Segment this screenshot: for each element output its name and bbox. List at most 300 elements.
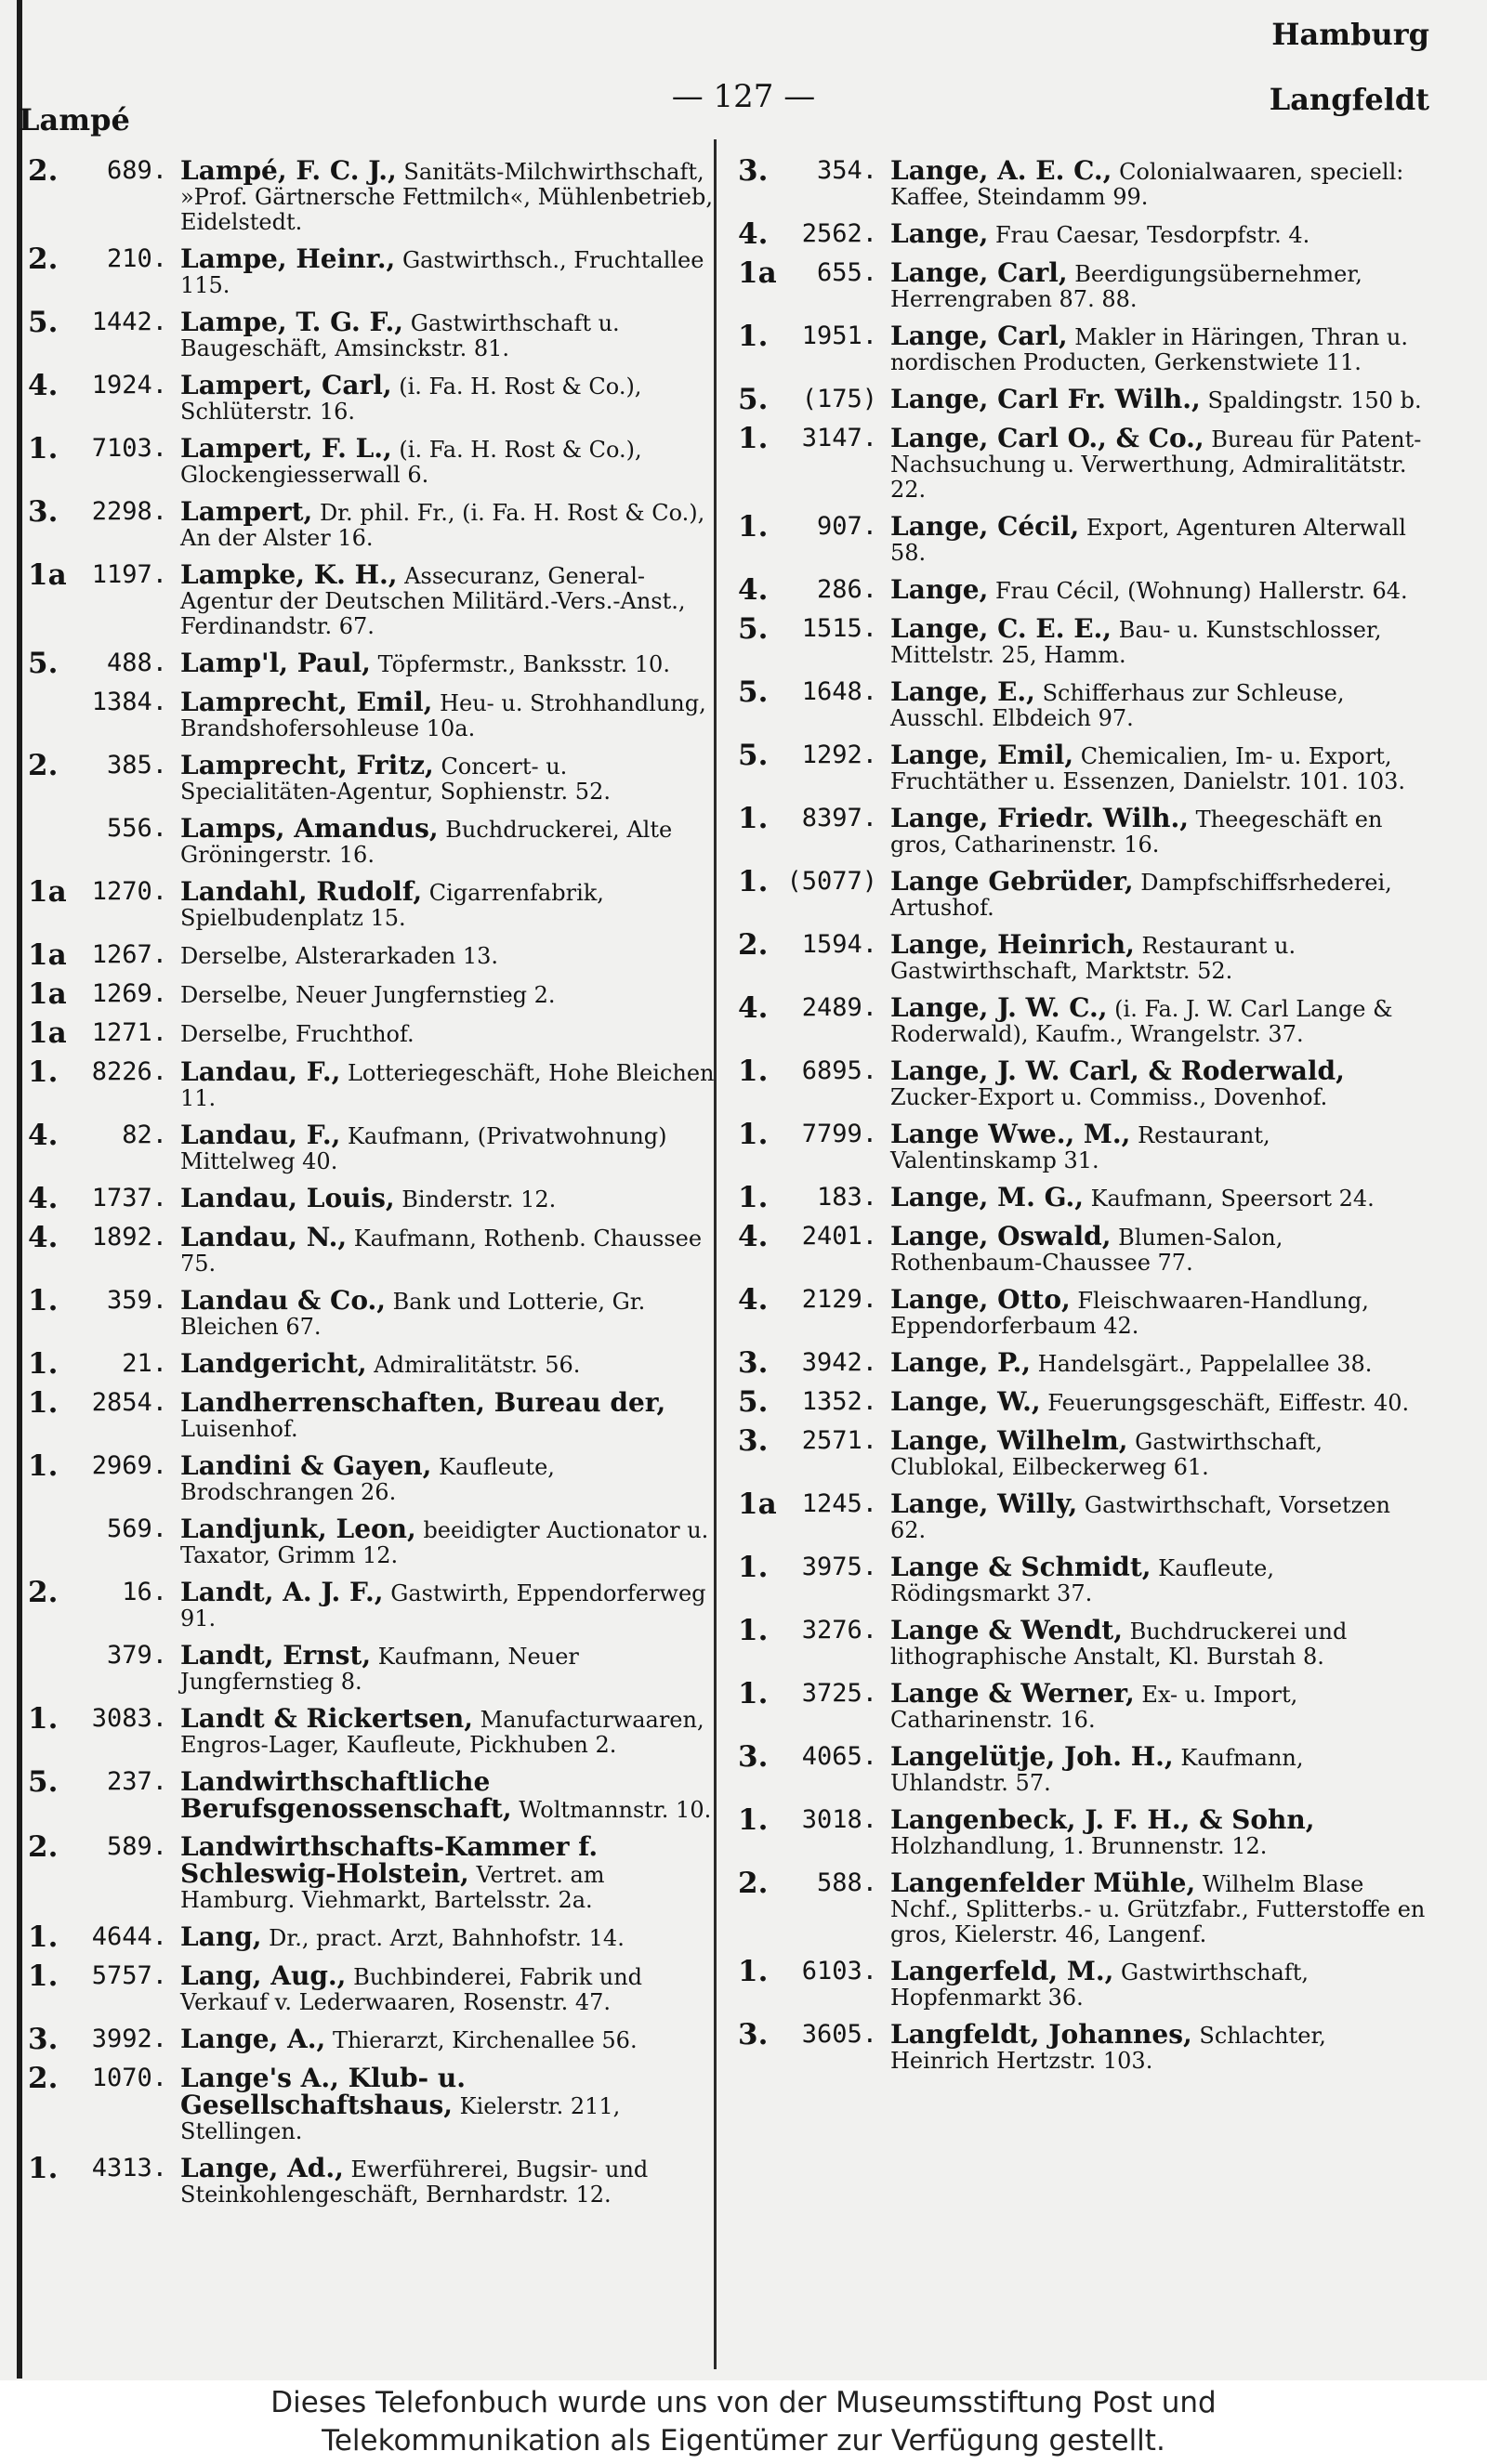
right-column <box>738 156 1426 2083</box>
entry-text <box>890 1553 1426 1606</box>
entry-text <box>890 1285 1426 1339</box>
entry-detail: Restaurant, Valentinskamp 31. <box>890 1122 1270 1173</box>
exchange-code: 3. <box>738 154 769 188</box>
page-number: — 127 — <box>671 78 816 115</box>
entry-name: Lange, Emil, <box>890 740 1074 770</box>
phone-number: 4065. <box>801 1742 877 1771</box>
directory-entry <box>28 1922 716 1952</box>
directory-entry <box>738 1222 1426 1276</box>
directory-entry <box>28 649 716 678</box>
entry-text <box>180 1286 716 1340</box>
entry-text <box>890 867 1426 921</box>
entry-name: Lampe, T. G. F., <box>180 307 404 337</box>
phone-number: 1951. <box>801 321 877 350</box>
entry-text <box>890 1348 1426 1377</box>
directory-entry <box>738 512 1426 566</box>
directory-entry <box>738 1056 1426 1110</box>
entry-text <box>180 1223 716 1277</box>
exchange-code: 1. <box>738 320 769 353</box>
header-left-keyword: Lampé <box>19 102 130 138</box>
entry-text <box>890 1426 1426 1480</box>
exchange-code: 2. <box>28 2062 59 2095</box>
directory-entry <box>28 940 716 970</box>
entry-detail: (i. Fa. H. Rost & Co.), Schlüterstr. 16. <box>180 374 642 425</box>
entry-name: Lange, Carl O., & Co., <box>890 423 1204 453</box>
entry-detail: (i. Fa. J. W. Carl Lange & Roderwald), Kaufm., Wrangelstr. 37. <box>890 996 1393 1047</box>
directory-entry <box>28 371 716 425</box>
entry-detail: Colonialwaaren, speciell: Kaffee, Steindamm 99. <box>890 159 1404 210</box>
entry-name: Lampe, Heinr., <box>180 243 396 274</box>
phone-number: 655. <box>816 258 877 287</box>
exchange-code: 2. <box>28 1576 59 1609</box>
scan-edge <box>17 0 22 2379</box>
entry-text <box>180 497 716 551</box>
entry-detail: Bank und Lotterie, Gr. Bleichen 67. <box>180 1289 646 1340</box>
phone-number: 3018. <box>801 1805 877 1834</box>
exchange-code: 1a <box>738 1488 777 1521</box>
phone-number: 1737. <box>91 1184 167 1212</box>
entry-text <box>180 751 716 805</box>
exchange-code: 4. <box>28 369 59 402</box>
directory-entry <box>28 1767 716 1823</box>
directory-entry <box>738 1868 1426 1947</box>
entry-name: Lamps, Amandus, <box>180 813 439 844</box>
entry-detail: Blumen-Salon, Rothenbaum-Chaussee 77. <box>890 1225 1283 1276</box>
entry-name: Lang, <box>180 1921 262 1952</box>
phone-number: 1197. <box>91 560 167 589</box>
exchange-code: 1a <box>28 977 67 1011</box>
exchange-code: 2. <box>738 1867 769 1900</box>
directory-entry <box>738 1616 1426 1670</box>
entry-text <box>890 1957 1426 2011</box>
directory-entry <box>28 2064 716 2144</box>
directory-entry <box>28 1832 716 1913</box>
directory-entry <box>738 575 1426 605</box>
entry-detail: Thierarzt, Kirchenallee 56. <box>332 2027 638 2053</box>
header-right-keyword: Langfeldt <box>1269 82 1429 117</box>
phone-number: 1892. <box>91 1223 167 1252</box>
entry-detail: Kaufmann, Uhlandstr. 57. <box>890 1745 1304 1796</box>
exchange-code: 1. <box>738 1955 769 1988</box>
exchange-code: 5. <box>738 383 769 416</box>
entry-name: Langenfelder Mühle, <box>890 1868 1196 1898</box>
phone-number: 1442. <box>91 308 167 336</box>
phone-number: 8226. <box>91 1057 167 1086</box>
directory-entry <box>28 1184 716 1213</box>
entry-detail: Wilhelm Blase Nchf., Splitterbs.- u. Grützfabr., Futterstoffe en gros, Kielerstr. 46, Langenf. <box>890 1871 1426 1947</box>
page-header <box>0 0 1487 139</box>
entry-text <box>890 1742 1426 1796</box>
exchange-code: 3. <box>28 2023 59 2056</box>
entry-text <box>890 804 1426 858</box>
phone-number: (5077) <box>786 867 877 896</box>
entry-detail: Derselbe, Neuer Jungfernstieg 2. <box>180 982 556 1008</box>
directory-entry <box>28 156 716 235</box>
directory-entry <box>28 1349 716 1379</box>
phone-number: 907. <box>816 512 877 541</box>
exchange-code: 3. <box>28 495 59 529</box>
directory-entry <box>28 244 716 298</box>
entry-name: Lange Gebrüder, <box>890 866 1134 897</box>
entry-text <box>890 741 1426 794</box>
entry-detail: Ex- u. Import, Catharinenstr. 16. <box>890 1682 1298 1733</box>
entry-text <box>180 1514 716 1568</box>
phone-number: (175) <box>801 385 877 413</box>
footer-notice <box>0 2380 1487 2464</box>
exchange-code: 1. <box>738 865 769 898</box>
exchange-code: 5. <box>738 612 769 646</box>
entry-detail: Derselbe, Alsterarkaden 13. <box>180 943 499 969</box>
directory-entry <box>738 1183 1426 1212</box>
entry-name: Lange's A., Klub- u. Gesellschaftshaus, <box>180 2063 467 2120</box>
directory-entry <box>738 930 1426 984</box>
exchange-code: 1. <box>738 1118 769 1151</box>
directory-entry <box>28 1451 716 1505</box>
entry-text <box>890 1387 1426 1416</box>
entry-detail: Buchbinderei, Fabrik und Verkauf v. Lederwaaren, Rosenstr. 47. <box>180 1964 643 2015</box>
header-city: Hamburg <box>1271 17 1429 52</box>
entry-detail: Woltmannstr. 10. <box>519 1797 712 1823</box>
entry-name: Lange, Heinrich, <box>890 929 1135 960</box>
entry-detail: Sanitäts-Milchwirthschaft, »Prof. Gärtnersche Fettmilch«, Mühlenbetrieb, Eidelstedt. <box>180 159 713 235</box>
phone-number: 7103. <box>91 434 167 463</box>
entry-detail: Schlachter, Heinrich Hertzstr. 103. <box>890 2023 1326 2074</box>
directory-entry <box>738 258 1426 312</box>
entry-detail: (i. Fa. H. Rost & Co.), Glockengiesserwall 6. <box>180 437 642 488</box>
directory-entry <box>738 867 1426 921</box>
phone-number: 689. <box>106 156 167 185</box>
entry-detail: Frau Caesar, Tesdorpfstr. 4. <box>994 222 1310 248</box>
directory-entry <box>738 1805 1426 1859</box>
phone-number: 16. <box>122 1578 167 1606</box>
phone-number: 1648. <box>801 677 877 706</box>
entry-text <box>180 156 716 235</box>
entry-name: Lange & Wendt, <box>890 1615 1123 1645</box>
exchange-code: 3. <box>738 1740 769 1774</box>
entry-text <box>180 1018 716 1047</box>
exchange-code: 5. <box>738 675 769 709</box>
entry-text <box>180 979 716 1008</box>
phone-number: 488. <box>106 649 167 677</box>
directory-entry <box>738 1387 1426 1417</box>
phone-number: 354. <box>816 156 877 185</box>
entry-detail: Töpfermstr., Banksstr. 10. <box>377 651 670 677</box>
phone-number: 4644. <box>91 1922 167 1951</box>
entry-name: Lamprecht, Emil, <box>180 687 433 717</box>
entry-text <box>890 512 1426 566</box>
entry-name: Langenbeck, J. F. H., & Sohn, <box>890 1804 1315 1835</box>
entry-detail: Assecuranz, General-Agentur der Deutschen Militärd.-Vers.-Anst., Ferdinandstr. 67. <box>180 563 686 639</box>
entry-detail: Kaufmann, Rothenb. Chaussee 75. <box>180 1225 703 1277</box>
phone-number: 3942. <box>801 1348 877 1377</box>
phone-number: 2129. <box>801 1285 877 1314</box>
entry-text <box>180 244 716 298</box>
entry-detail: Derselbe, Fruchthof. <box>180 1021 415 1047</box>
entry-text <box>180 1704 716 1758</box>
entry-text <box>180 877 716 931</box>
entry-text <box>180 560 716 639</box>
phone-number: 3083. <box>91 1704 167 1733</box>
directory-entry <box>28 1388 716 1442</box>
entry-text <box>180 940 716 969</box>
entry-text <box>180 814 716 868</box>
entry-name: Lange, J. W. C., <box>890 992 1108 1023</box>
entry-name: Lange, E., <box>890 676 1035 707</box>
entry-name: Lange, C. E. E., <box>890 613 1112 644</box>
directory-entry <box>28 1641 716 1695</box>
phone-number: 2969. <box>91 1451 167 1480</box>
exchange-code: 4. <box>738 573 769 607</box>
directory-entry <box>738 1553 1426 1606</box>
directory-entry <box>28 814 716 868</box>
phone-number: 21. <box>122 1349 167 1378</box>
entry-name: Lange, Friedr. Wilh., <box>890 803 1190 833</box>
directory-entry <box>28 979 716 1009</box>
phone-number: 385. <box>106 751 167 780</box>
exchange-code: 1. <box>28 1449 59 1483</box>
exchange-code: 5. <box>28 1765 59 1799</box>
phone-number: 3725. <box>801 1679 877 1708</box>
phone-number: 588. <box>816 1868 877 1897</box>
phone-number: 1594. <box>801 930 877 959</box>
exchange-code: 1. <box>738 1677 769 1710</box>
directory-entry <box>738 1348 1426 1378</box>
phone-number: 2401. <box>801 1222 877 1251</box>
exchange-code: 3. <box>738 1346 769 1380</box>
phone-number: 8397. <box>801 804 877 832</box>
phone-number: 1269. <box>91 979 167 1008</box>
entry-text <box>890 993 1426 1047</box>
phone-number: 1267. <box>91 940 167 969</box>
phone-number: 3975. <box>801 1553 877 1581</box>
entry-detail: Cigarrenfabrik, Spielbudenplatz 15. <box>180 880 604 931</box>
exchange-code: 1a <box>28 1016 67 1050</box>
entry-text <box>890 1489 1426 1543</box>
exchange-code: 2. <box>28 749 59 782</box>
entry-name: Lampé, F. C. J., <box>180 155 397 186</box>
directory-entry <box>738 424 1426 503</box>
entry-detail: Bau- u. Kunstschlosser, Mittelstr. 25, Hamm. <box>890 617 1382 668</box>
entry-detail: Admiralitätstr. 56. <box>374 1352 581 1378</box>
entry-detail: Binderstr. 12. <box>401 1186 557 1212</box>
entry-text <box>890 1868 1426 1947</box>
entry-detail: Spaldingstr. 150 b. <box>1207 387 1422 413</box>
entry-detail: Dr., pract. Arzt, Bahnhofstr. 14. <box>269 1925 625 1951</box>
entry-detail: Lotteriegeschäft, Hohe Bleichen 11. <box>180 1060 715 1111</box>
directory-entry <box>28 1514 716 1568</box>
entry-text <box>180 371 716 425</box>
phone-number: 6895. <box>801 1056 877 1085</box>
entry-name: Langfeldt, Johannes, <box>890 2019 1192 2050</box>
directory-entry <box>738 1285 1426 1339</box>
entry-text <box>890 1222 1426 1276</box>
directory-entry <box>738 677 1426 731</box>
entry-text <box>890 1805 1426 1859</box>
exchange-code: 1. <box>28 1702 59 1736</box>
entry-detail: Kielerstr. 211, Stellingen. <box>180 2093 621 2144</box>
exchange-code: 1. <box>738 1803 769 1837</box>
entry-detail: Kaufleute, Brodschrangen 26. <box>180 1454 555 1505</box>
exchange-code: 1. <box>738 1181 769 1214</box>
exchange-code: 4. <box>28 1119 59 1152</box>
left-column <box>28 156 716 2217</box>
entry-detail: Luisenhof. <box>180 1416 298 1442</box>
entry-name: Lange, M. G., <box>890 1182 1084 1212</box>
directory-entry <box>28 1961 716 2015</box>
exchange-code: 5. <box>738 1385 769 1419</box>
phone-number: 2854. <box>91 1388 167 1417</box>
phone-number: 237. <box>106 1767 167 1796</box>
directory-entry <box>738 219 1426 249</box>
entry-detail: Feuerungsgeschäft, Eiffestr. 40. <box>1047 1390 1410 1416</box>
entry-detail: Gastwirthsch., Fruchtallee 115. <box>180 247 704 298</box>
entry-name: Lange, Wilhelm, <box>890 1425 1128 1456</box>
entry-detail: Kaufmann, (Privatwohnung) Mittelweg 40. <box>180 1123 667 1174</box>
footer-line-1: Dieses Telefonbuch wurde uns von der Museumsstiftung Post und <box>270 2386 1217 2419</box>
directory-entry <box>738 804 1426 858</box>
entry-name: Lamp'l, Paul, <box>180 648 371 678</box>
entry-name: Landwirthschaftliche Berufsgenossenschaft, <box>180 1766 512 1824</box>
entry-text <box>180 308 716 361</box>
entry-name: Lange, <box>890 218 989 249</box>
entry-detail: Gastwirthschaft u. Baugeschäft, Amsinckstr. 81. <box>180 310 620 361</box>
phone-number: 3605. <box>801 2020 877 2049</box>
phone-number: 1070. <box>91 2064 167 2092</box>
phone-number: 1384. <box>91 688 167 716</box>
entry-name: Landini & Gayen, <box>180 1450 432 1481</box>
entry-name: Lange & Schmidt, <box>890 1552 1151 1582</box>
exchange-code: 1. <box>28 2152 59 2185</box>
directory-entry <box>28 1223 716 1277</box>
entry-text <box>180 434 716 488</box>
phone-number: 1352. <box>801 1387 877 1416</box>
entry-name: Lange, A. E. C., <box>890 155 1112 186</box>
directory-entry <box>738 1742 1426 1796</box>
directory-entry <box>738 1679 1426 1733</box>
entry-detail: Export, Agenturen Alterwall 58. <box>890 515 1406 566</box>
entry-name: Landau, F., <box>180 1056 341 1087</box>
directory-entry <box>28 1578 716 1632</box>
entry-text <box>890 1183 1426 1212</box>
entry-name: Landau, Louis, <box>180 1183 395 1213</box>
directory-entry <box>28 1704 716 1758</box>
entry-name: Landherrenschaften, Bureau der, <box>180 1387 666 1418</box>
entry-text <box>180 2064 716 2144</box>
directory-entry <box>738 741 1426 794</box>
entry-detail: Gastwirthschaft, Hopfenmarkt 36. <box>890 1959 1309 2011</box>
entry-text <box>180 1057 716 1111</box>
entry-text <box>180 1832 716 1913</box>
directory-entry <box>28 1121 716 1174</box>
entry-text <box>180 1641 716 1695</box>
entry-detail: Theegeschäft en gros, Catharinenstr. 16. <box>890 806 1383 858</box>
entry-detail: Gastwirthschaft, Vorsetzen 62. <box>890 1492 1390 1543</box>
exchange-code: 1a <box>738 256 777 290</box>
entry-detail: Kaufleute, Rödingsmarkt 37. <box>890 1555 1274 1606</box>
entry-detail: Kaufmann, Speersort 24. <box>1090 1186 1375 1212</box>
entry-detail: Restaurant u. Gastwirthschaft, Marktstr. 52. <box>890 933 1296 984</box>
entry-name: Lange, J. W. Carl, & Roderwald, <box>890 1055 1345 1086</box>
phone-number: 1245. <box>801 1489 877 1518</box>
exchange-code: 3. <box>738 1424 769 1458</box>
entry-name: Landahl, Rudolf, <box>180 876 423 907</box>
entry-name: Lang, Aug., <box>180 1960 347 1991</box>
entry-text <box>180 1578 716 1632</box>
directory-entry <box>738 385 1426 414</box>
entry-detail: Dr. phil. Fr., (i. Fa. H. Rost & Co.), An der Alster 16. <box>180 500 705 551</box>
exchange-code: 2. <box>28 242 59 276</box>
entry-name: Landau & Co., <box>180 1285 387 1316</box>
entry-detail: Gastwirthschaft, Clublokal, Eilbeckerweg 61. <box>890 1429 1323 1480</box>
entry-detail: Heu- u. Strohhandlung, Brandshofersohleuse 10a. <box>180 690 706 741</box>
entry-detail: Buchdruckerei und lithographische Anstalt, Kl. Burstah 8. <box>890 1619 1348 1670</box>
entry-name: Landwirthschafts-Kammer f. Schleswig-Holstein, <box>180 1831 599 1889</box>
exchange-code: 1. <box>28 432 59 465</box>
directory-entry <box>28 2025 716 2054</box>
directory-entry <box>738 156 1426 210</box>
exchange-code: 3. <box>738 2018 769 2051</box>
entry-name: Lamprecht, Fritz, <box>180 750 434 780</box>
entry-name: Lange, Carl, <box>890 321 1068 351</box>
entry-name: Lange, P., <box>890 1347 1031 1378</box>
phone-number: 569. <box>106 1514 167 1543</box>
phone-number: 359. <box>106 1286 167 1315</box>
entry-name: Lange, Ad., <box>180 2153 344 2183</box>
exchange-code: 4. <box>738 217 769 251</box>
entry-text <box>180 1388 716 1442</box>
directory-entry <box>28 308 716 361</box>
entry-detail: Kaufmann, Neuer Jungfernstieg 8. <box>180 1644 579 1695</box>
entry-detail: Beerdigungsübernehmer, Herrengraben 87. 88. <box>890 261 1362 312</box>
directory-entry <box>28 1286 716 1340</box>
entry-text <box>890 1056 1426 1110</box>
entry-name: Lampert, F. L., <box>180 433 392 464</box>
exchange-code: 4. <box>738 991 769 1025</box>
entry-text <box>890 2020 1426 2074</box>
phone-number: 7799. <box>801 1120 877 1148</box>
directory-entry <box>738 1120 1426 1173</box>
directory-entry <box>738 614 1426 668</box>
phone-number: 2571. <box>801 1426 877 1455</box>
exchange-code: 4. <box>738 1220 769 1253</box>
entry-text <box>890 258 1426 312</box>
phone-number: 3147. <box>801 424 877 452</box>
entry-text <box>890 930 1426 984</box>
phone-number: 1292. <box>801 741 877 769</box>
entry-detail: Frau Cécil, (Wohnung) Hallerstr. 64. <box>994 578 1408 604</box>
entry-text <box>180 1451 716 1505</box>
exchange-code: 1. <box>28 1959 59 1993</box>
exchange-code: 2. <box>738 928 769 962</box>
exchange-code: 2. <box>28 1830 59 1864</box>
entry-name: Lampert, <box>180 496 313 527</box>
exchange-code: 1. <box>28 1386 59 1420</box>
entry-name: Lange, Willy, <box>890 1488 1078 1519</box>
entry-name: Landgericht, <box>180 1348 367 1379</box>
exchange-code: 1. <box>28 1284 59 1317</box>
directory-entry <box>738 1957 1426 2011</box>
exchange-code: 1. <box>28 1347 59 1381</box>
phone-number: 6103. <box>801 1957 877 1986</box>
entry-text <box>890 1679 1426 1733</box>
entry-text <box>180 2025 716 2053</box>
entry-text <box>890 156 1426 210</box>
directory-entry <box>28 877 716 931</box>
directory-entry <box>28 751 716 805</box>
exchange-code: 4. <box>28 1221 59 1254</box>
phone-number: 1271. <box>91 1018 167 1047</box>
entry-detail: Ewerführerei, Bugsir- und Steinkohlengeschäft, Bernhardstr. 12. <box>180 2156 649 2208</box>
